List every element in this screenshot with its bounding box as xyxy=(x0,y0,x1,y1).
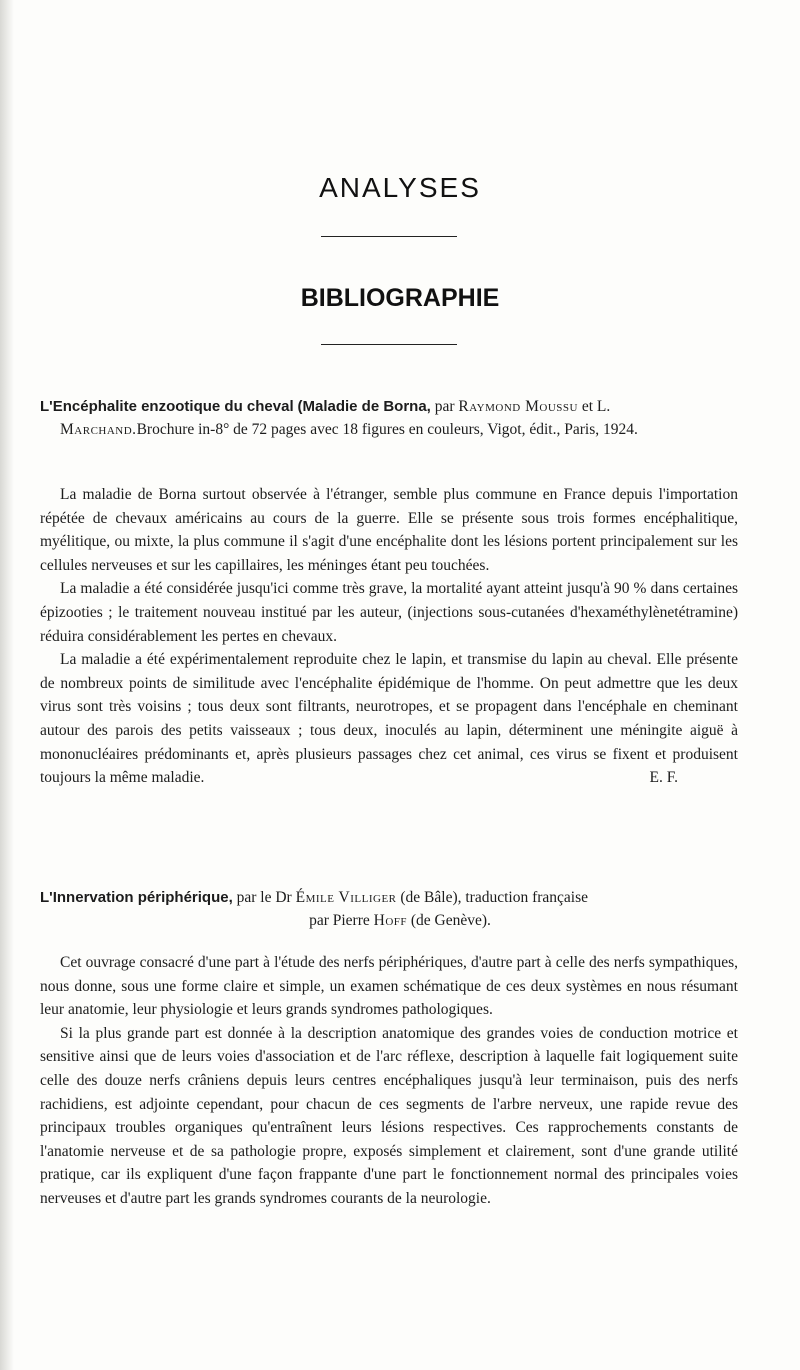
translator-prefix: par Pierre xyxy=(309,912,370,929)
translator-place: (de Genève). xyxy=(410,912,491,929)
subsection-title: BIBLIOGRAPHIE xyxy=(300,284,500,312)
author-name: Marchand. xyxy=(60,421,137,438)
translator-line xyxy=(0,909,800,932)
author-name: Émile Villiger xyxy=(295,889,397,906)
entry-heading-innervation xyxy=(40,886,740,909)
entry-heading-borna xyxy=(40,395,740,441)
section-title: ANALYSES xyxy=(319,172,481,203)
author-name: Raymond Moussu xyxy=(458,398,578,415)
entry-body-innervation xyxy=(40,951,738,1211)
author-prefix: par xyxy=(434,398,455,415)
entry-body-borna xyxy=(40,483,738,790)
paragraph: Si la plus grande part est donnée à la description anatomique des grandes voies de conduction motrice et sensitive ainsi que de leurs voies d'association et de l'arc réflexe, description à laquelle fait logiquement suite celle des douze nerfs crâniens depuis leurs centres encéphaliques jusqu'à leur terminaison, puis des nerfs rachidiens, est adjointe cependant, pour chacun de ces segments de l'arbre nerveux, une rapide revue des principaux troubles organiques qu'entraînent leurs lésions respectives. Ces rapprochements constants de l'anatomie nerveuse et de sa pathologie propre, exposés simplement et clairement, sont d'une grande utilité pratique, car ils expliquent d'une façon frappante d'une part le fonctionnement normal des principales voies nerveuses et d'autre part les grands syndromes courants de la neurologie. xyxy=(40,1024,738,1207)
author-prefix: par le Dr xyxy=(236,889,292,906)
paragraph: La maladie de Borna surtout observée à l'étranger, semble plus commune en France depuis l'importation répétée de chevaux américains au cours de la guerre. Elle se présente sous trois formes encéphalitique, myélitique, ou mixte, la plus commune il s'agit d'une encéphalite dont les lésions portent principalement sur les cellules nerveuses et sur les capillaires, les méninges étant peu touchées. xyxy=(40,486,738,574)
paragraph: Cet ouvrage consacré d'une part à l'étude des nerfs périphériques, d'autre part à celle des nerfs sympathiques, nous donne, sous une forme claire et simple, un examen schématique de ces deux systèmes en nous résumant leur anatomie, leur physiologie et leurs grands syndromes pathologiques. xyxy=(40,954,738,1019)
title-divider xyxy=(321,236,457,237)
subtitle-divider xyxy=(321,344,457,345)
signature: E. F. xyxy=(649,769,678,787)
entry-title: L'Innervation périphérique, xyxy=(40,889,233,906)
translator-name: Hoff xyxy=(373,912,407,929)
paragraph: La maladie a été considérée jusqu'ici comme très grave, la mortalité ayant atteint jusqu'à 90 % dans certaines épizooties ; le traitement nouveau institué par les auteur, (injections sous-cutanées d'hexaméthylènetétramine) réduira considérablement les pertes en chevaux. xyxy=(40,580,738,645)
paragraph-text: La maladie a été expérimentalement reproduite chez le lapin, et transmise du lapin au cheval. Elle présente de nombreux points de similitude avec l'encéphalite épidémique de l'homme. On peut admettre que les deux virus sont très voisins ; tous deux sont filtrants, neurotropes, et se propagent dans l'encéphale en cheminant autour des parois des petits vaisseaux ; tous deux, inoculés au lapin, déterminent une méningite aiguë à mononucléaires prédominants et, après plusieurs passages chez cet animal, ces virus se fixent et produisent toujours la même maladie. xyxy=(40,651,738,787)
publication-info: Brochure in-8° de 72 pages avec 18 figures en couleurs, Vigot, édit., Paris, 1924. xyxy=(136,421,638,438)
page-edge-shadow xyxy=(0,0,14,1370)
author-place: (de Bâle), traduction française xyxy=(400,889,589,906)
author-connector: et L. xyxy=(581,398,611,415)
paragraph xyxy=(40,648,738,790)
entry-title: L'Encéphalite enzootique du cheval xyxy=(40,398,294,415)
entry-title-rest: (Maladie de Borna, xyxy=(297,398,431,415)
